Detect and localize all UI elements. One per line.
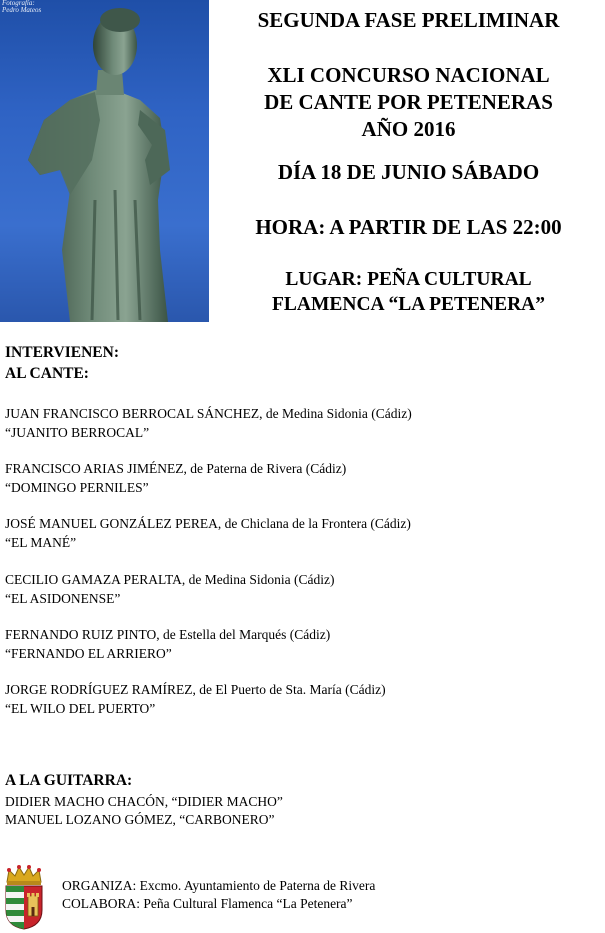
- singer-name: CECILIO GAMAZA PERALTA, de Medina Sidonia (Cádiz): [5, 572, 335, 587]
- singer-name: JUAN FRANCISCO BERROCAL SÁNCHEZ, de Medina Sidonia (Cádiz): [5, 406, 412, 421]
- singer-entry: [5, 625, 330, 663]
- singer-alias: “EL ASIDONENSE”: [5, 591, 121, 606]
- guitar-player: MANUEL LOZANO GÓMEZ, “CARBONERO”: [5, 812, 275, 827]
- participants-title-line2: AL CANTE:: [5, 365, 89, 382]
- photo-credit: [2, 0, 62, 14]
- contest-title: [212, 62, 605, 143]
- singer-alias: “DOMINGO PERNILES”: [5, 480, 149, 495]
- singer-name: FRANCISCO ARIAS JIMÉNEZ, de Paterna de Rivera (Cádiz): [5, 461, 347, 476]
- singer-entry: [5, 570, 335, 608]
- singer-entry: [5, 680, 386, 718]
- guitar-title: A LA GUITARRA:: [5, 772, 133, 789]
- singer-name: FERNANDO RUIZ PINTO, de Estella del Marqués (Cádiz): [5, 627, 331, 642]
- phase-title: SEGUNDA FASE PRELIMINAR: [257, 8, 560, 32]
- venue-line2: FLAMENCA “LA PETENERA”: [271, 294, 546, 315]
- event-date: DÍA 18 DE JUNIO SÁBADO: [277, 160, 540, 184]
- singer-entry: [5, 514, 411, 552]
- singer-entry: [5, 459, 346, 497]
- event-venue: [212, 267, 605, 317]
- photo-credit-line2: Pedro Mateos: [2, 6, 42, 14]
- statue-photo: [0, 0, 209, 322]
- event-time: HORA: A PARTIR DE LAS 22:00: [255, 215, 562, 239]
- organizer-line: ORGANIZA: Excmo. Ayuntamiento de Paterna de Rivera: [62, 878, 376, 893]
- singer-name: JORGE RODRÍGUEZ RAMÍREZ, de El Puerto de Sta. María (Cádiz): [5, 682, 386, 697]
- contest-title-line2: DE CANTE POR PETENERAS: [264, 90, 553, 114]
- singer-entry: [5, 404, 412, 442]
- singer-alias: “FERNANDO EL ARRIERO”: [5, 646, 172, 661]
- guitar-player: DIDIER MACHO CHACÓN, “DIDIER MACHO”: [5, 794, 283, 809]
- singer-alias: “JUANITO BERROCAL”: [5, 425, 150, 440]
- town-crest-icon: [3, 864, 45, 930]
- contest-title-line1: XLI CONCURSO NACIONAL: [267, 63, 550, 87]
- singer-name: JOSÉ MANUEL GONZÁLEZ PEREA, de Chiclana de la Frontera (Cádiz): [5, 516, 411, 531]
- collaborator-line: COLABORA: Peña Cultural Flamenca “La Petenera”: [62, 896, 353, 911]
- venue-line1: LUGAR: PEÑA CULTURAL: [285, 269, 532, 290]
- photo-credit-line1: Fotografía:: [2, 0, 35, 7]
- participants-title: [5, 342, 119, 384]
- statue-illustration: [0, 0, 209, 322]
- participants-title-line1: INTERVIENEN:: [5, 344, 120, 361]
- singer-alias: “EL WILO DEL PUERTO”: [5, 701, 156, 716]
- contest-title-line3: AÑO 2016: [361, 117, 456, 141]
- singer-alias: “EL MANÉ”: [5, 535, 77, 550]
